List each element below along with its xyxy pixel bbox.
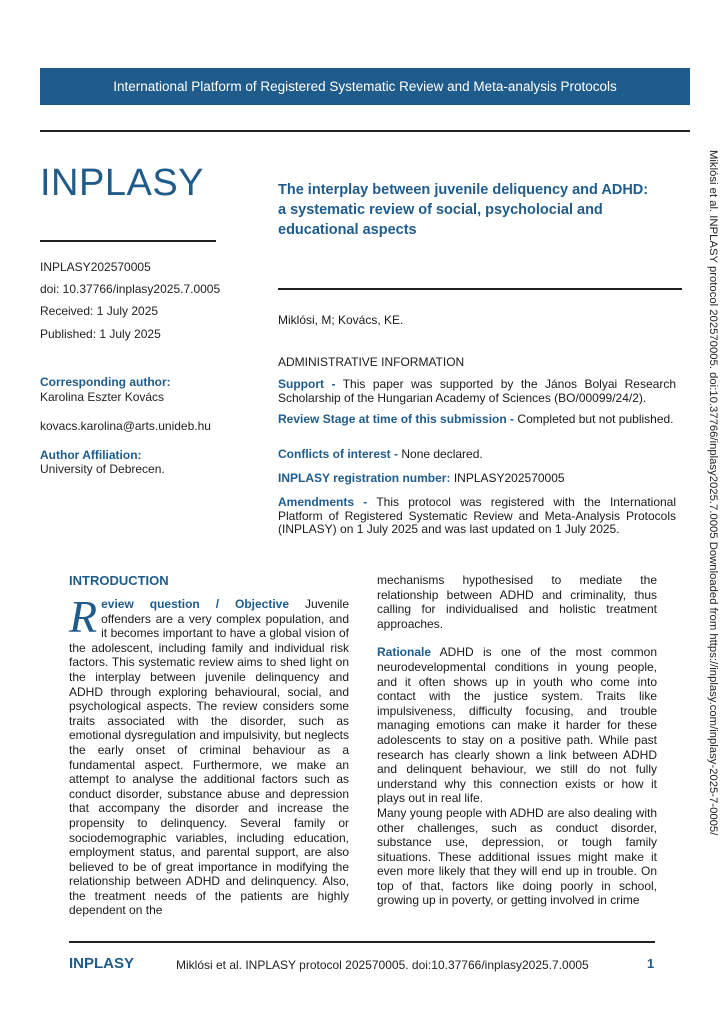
review-stage-block [278, 413, 676, 427]
amendments-text: This protocol was registered with the International Platform of Registered Systematic Review and Meta-Analysis Protocols (INPLASY) on 1 July 2025 and was last updated on 1 July 2025. [278, 495, 676, 536]
conflicts-text: None declared. [398, 447, 483, 461]
header-banner: International Platform of Registered Systematic Review and Meta-analysis Protocols [40, 68, 690, 105]
review-stage-text: Completed but not published. [514, 412, 674, 426]
rationale-label: Rationale [377, 645, 432, 660]
objective-paragraph [69, 591, 349, 918]
side-note-text[interactable]: Miklósi et al. INPLASY protocol 202570005. doi:10.37766/inplasy2025.7.0005 Downloaded from https://inplasy.com/inplasy-2025-7-0005/ [707, 150, 719, 836]
affiliation-label: Author Affiliation: [40, 448, 142, 462]
corresponding-author-label: Corresponding author: [40, 375, 171, 389]
corresponding-author-name: Karolina Eszter Kovács [40, 390, 165, 404]
logo-rule [40, 240, 216, 242]
conflicts-block [278, 448, 676, 462]
article-authors: Miklósi, M; Kovács, KE. [278, 313, 404, 327]
side-note [698, 150, 724, 850]
support-label: Support - [278, 377, 336, 391]
objective-text: Juvenile offenders are a very complex population, and it becomes important to have a global vision of the adolescent, including family and individual risk factors. This systematic review aims to shed light on the interplay between juvenile delinquency and ADHD through exploring behavioural, social, and psychological aspects. The review considers some traits associated with the disorder, such as emotional dysregulation and impulsivity, but neglects the early onset of criminal behaviour as a fundamental aspect. Furthermore, we make an attempt to analyse the additional factors such as conduct disorder, substance abuse and depression that accompany the disorder and increase the propensity to delinquency. Several family or sociodemographic variables, including education, employment status, and parental support, are also believed to be of great importance in modifying the relationship between ADHD and delinquency. Also, the treatment needs of the patients are highly dependent on the [69, 597, 349, 918]
comorbidity-paragraph: Many young people with ADHD are also dealing with other challenges, such as conduct disorder, substance use, depression, or tough family situations. These additional issues might make it even more likely that they will end up in trouble. On top of that, factors like doing poorly in school, growing up in poverty, or getting involved in crime [377, 805, 657, 908]
footer-citation: Miklósi et al. INPLASY protocol 202570005. doi:10.37766/inplasy2025.7.0005 [176, 958, 589, 972]
article-title: The interplay between juvenile deliquency and ADHD: a systematic review of social, psycholocial and educational aspects [278, 182, 649, 238]
received-date: Received: 1 July 2025 [40, 304, 159, 318]
support-block [278, 378, 676, 405]
registration-label: INPLASY registration number: [278, 471, 451, 485]
page-number: 1 [647, 956, 655, 971]
inplasy-logo: INPLASY [40, 162, 205, 204]
objective-label: eview question / Objective [101, 597, 290, 611]
admin-heading: ADMINISTRATIVE INFORMATION [278, 355, 465, 369]
rationale-paragraph [377, 645, 657, 806]
objective-continuation: mechanisms hypothesised to mediate the relationship between ADHD and criminality, thus calling for individualised and holistic treatment approaches. [377, 573, 657, 631]
amendments-block [278, 496, 676, 537]
amendments-label: Amendments - [278, 495, 368, 509]
support-text: This paper was supported by the János Bolyai Research Scholarship of the Hungarian Academy of Sciences (BO/00099/24/2). [278, 377, 677, 405]
footer-logo: INPLASY [69, 955, 135, 972]
footer-rule [69, 941, 655, 943]
review-stage-label: Review Stage at time of this submission - [278, 412, 515, 426]
rationale-text: ADHD is one of the most common neurodevelopmental conditions in young people, and it often shows up in youth who come into contact with the justice system. Traits like impulsiveness, difficulty focusing, and trouble managing emotions can make it harder for these adolescents to stay on a positive path. While past research has clearly shown a link between ADHD and delinquent behaviour, we still do not fully understand why this connection exists or how it plays out in real life. [377, 645, 657, 806]
drop-cap: R [69, 591, 98, 642]
header-rule [40, 130, 690, 132]
title-rule [278, 288, 682, 290]
introduction-heading: INTRODUCTION [69, 573, 169, 588]
doi-text[interactable]: doi: 10.37766/inplasy2025.7.0005 [40, 282, 221, 296]
intro-column-left [69, 591, 349, 918]
conflicts-label: Conflicts of interest - [278, 447, 399, 461]
registration-block [278, 472, 676, 486]
affiliation-text: University of Debrecen. [40, 462, 165, 476]
registration-text: INPLASY202570005 [450, 471, 565, 485]
author-email[interactable]: kovacs.karolina@arts.unideb.hu [40, 419, 211, 433]
intro-column-right [377, 573, 657, 908]
registration-id: INPLASY202570005 [40, 260, 151, 274]
published-date: Published: 1 July 2025 [40, 327, 161, 341]
